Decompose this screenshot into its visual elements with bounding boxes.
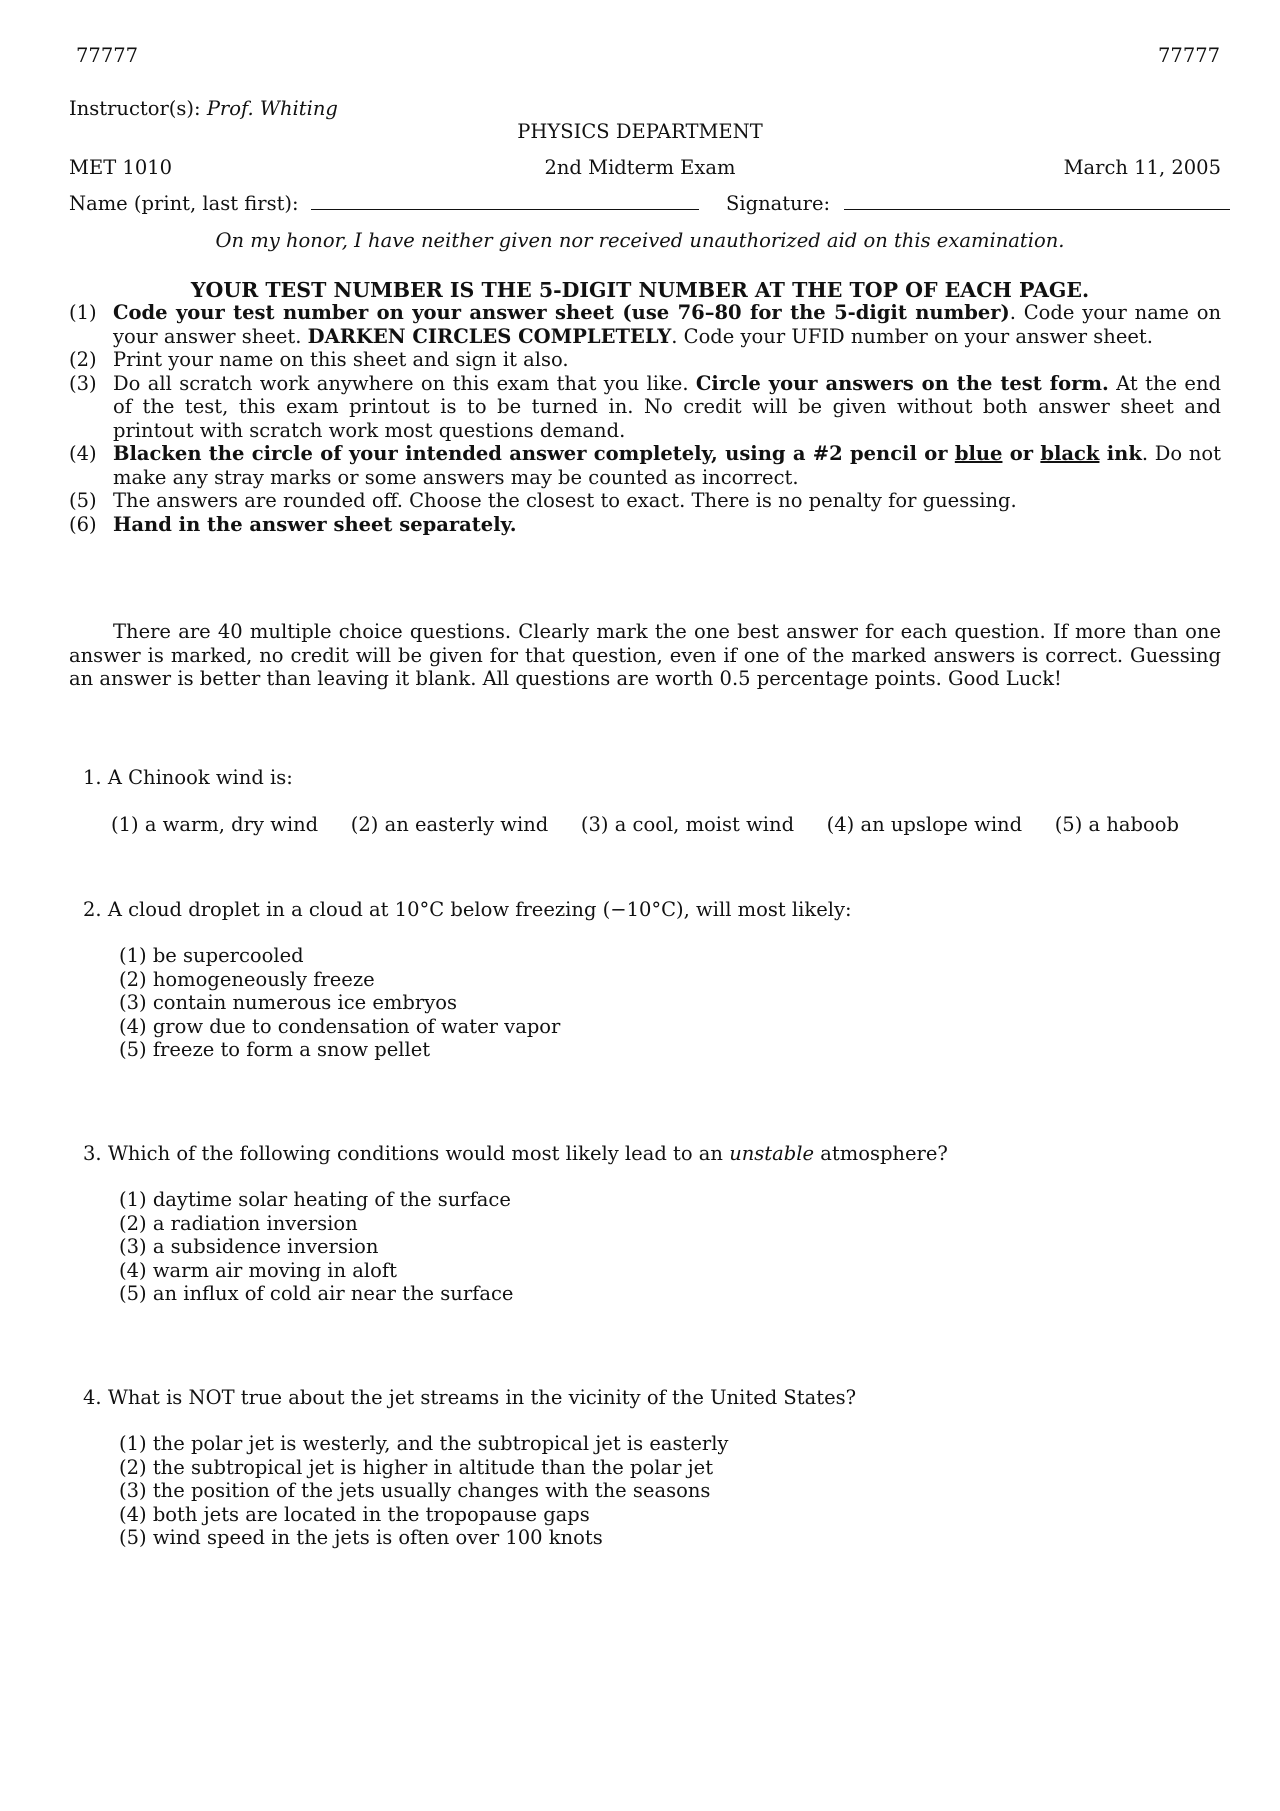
answer-option[interactable]: (3) a subsidence inversion [119,1235,379,1258]
answer-option[interactable]: (4) warm air moving in aloft [119,1258,397,1282]
question-4-options [119,1432,1223,1550]
question-3-options [119,1188,1223,1306]
honor-statement: On my honor, I have neither given nor received unauthorized aid on this examination. [215,229,1065,252]
instructor-label: Instructor(s): [69,97,201,120]
instruction-item: (2) Print your name on this sheet and sign it also. [69,348,569,371]
department-title: PHYSICS DEPARTMENT [517,120,763,143]
answer-option[interactable]: (5) an influx of cold air near the surface [119,1282,514,1305]
answer-option[interactable]: (3) the position of the jets usually changes with the seasons [119,1479,711,1502]
exam-title: 2nd Midterm Exam [544,156,736,179]
question-2-options [119,944,1223,1062]
answer-option[interactable]: (4) grow due to condensation of water vapor [119,1014,561,1038]
answer-option[interactable]: (4) an upslope wind [826,813,1023,836]
instructor-line [69,97,338,121]
answer-option[interactable]: (1) the polar jet is westerly, and the subtropical jet is easterly [119,1432,729,1455]
answer-option[interactable]: (3) contain numerous ice embryos [119,991,457,1014]
instruction-item: (6) Hand in the answer sheet separately. [69,512,517,536]
name-field[interactable] [69,192,699,216]
instruction-item: (4) Blacken the circle of your intended answer completely, using a #2 pencil or blue or black ink. Do not make any stray marks or some answers may be counted as incorrect. [69,442,1222,489]
answer-option[interactable]: (5) a haboob [1054,813,1179,836]
question-4 [83,1386,1223,1550]
question-2 [83,898,1223,1062]
question-1-options [111,813,1179,837]
question-1-stem: 1. A Chinook wind is: [83,766,293,789]
answer-option[interactable]: (2) the subtropical jet is higher in altitude than the polar jet [119,1455,714,1479]
question-3 [83,1142,1223,1306]
instruction-item: (1) Code your test number on your answer sheet (use 76–80 for the 5-digit number). Code your name on your answer sheet. DARKEN CIRCLES COMPLETELY. Code your UFID number on your answer sheet. [69,301,1221,348]
answer-option[interactable]: (5) freeze to form a snow pellet [119,1038,431,1061]
answer-option[interactable]: (2) a radiation inversion [119,1211,358,1235]
name-label: Name (print, last first): [69,192,299,215]
instructions-list [69,301,1221,536]
intro-paragraph: There are 40 multiple choice questions. Clearly mark the one best answer for each question. If more than one answer is marked, no credit will be given for that question, even if one of the marked answers is correct. Guessing an answer is better than leaving it blank. All questions are worth 0.5 percentage points. Good Luck! [69,620,1221,690]
course-code: MET 1010 [69,156,173,179]
answer-option[interactable]: (1) a warm, dry wind [111,813,319,836]
answer-option[interactable]: (5) wind speed in the jets is often over 100 knots [119,1526,603,1549]
question-1 [83,766,1223,837]
question-2-stem: 2. A cloud droplet in a cloud at 10°C below freezing (−10°C), will most likely: [83,898,852,921]
answer-option[interactable]: (1) daytime solar heating of the surface [119,1188,511,1211]
answer-option[interactable]: (3) a cool, moist wind [580,813,795,836]
answer-option[interactable]: (4) both jets are located in the tropopause gaps [119,1502,590,1526]
answer-option[interactable]: (2) homogeneously freeze [119,967,375,991]
instruction-item: (5) The answers are rounded off. Choose the closest to exact. There is no penalty for guessing. [69,489,1017,512]
test-number-left: 77777 [76,44,139,67]
test-number-right: 77777 [1158,44,1221,67]
name-blank-line[interactable] [311,208,699,210]
instruction-item: (3) Do all scratch work anywhere on this exam that you like. Circle your answers on the test form. At the end of the test, this exam printout is to be turned in. No credit will be given without both answer sheet and printout with scratch work most questions demand. [69,371,1221,442]
answer-option[interactable]: (1) be supercooled [119,944,304,967]
question-3-stem: 3. Which of the following conditions would most likely lead to an unstable atmosphere? [83,1142,948,1165]
signature-blank-line[interactable] [844,208,1230,210]
question-4-stem: 4. What is NOT true about the jet streams in the vicinity of the United States? [83,1386,857,1409]
signature-field[interactable] [726,192,1230,216]
signature-label: Signature: [726,192,831,215]
instructor-name: Prof. Whiting [206,97,338,120]
answer-option[interactable]: (2) an easterly wind [350,813,549,836]
instructions-heading: YOUR TEST NUMBER IS THE 5-DIGIT NUMBER AT THE TOP OF EACH PAGE. [190,278,1090,302]
exam-date: March 11, 2005 [1063,156,1221,179]
